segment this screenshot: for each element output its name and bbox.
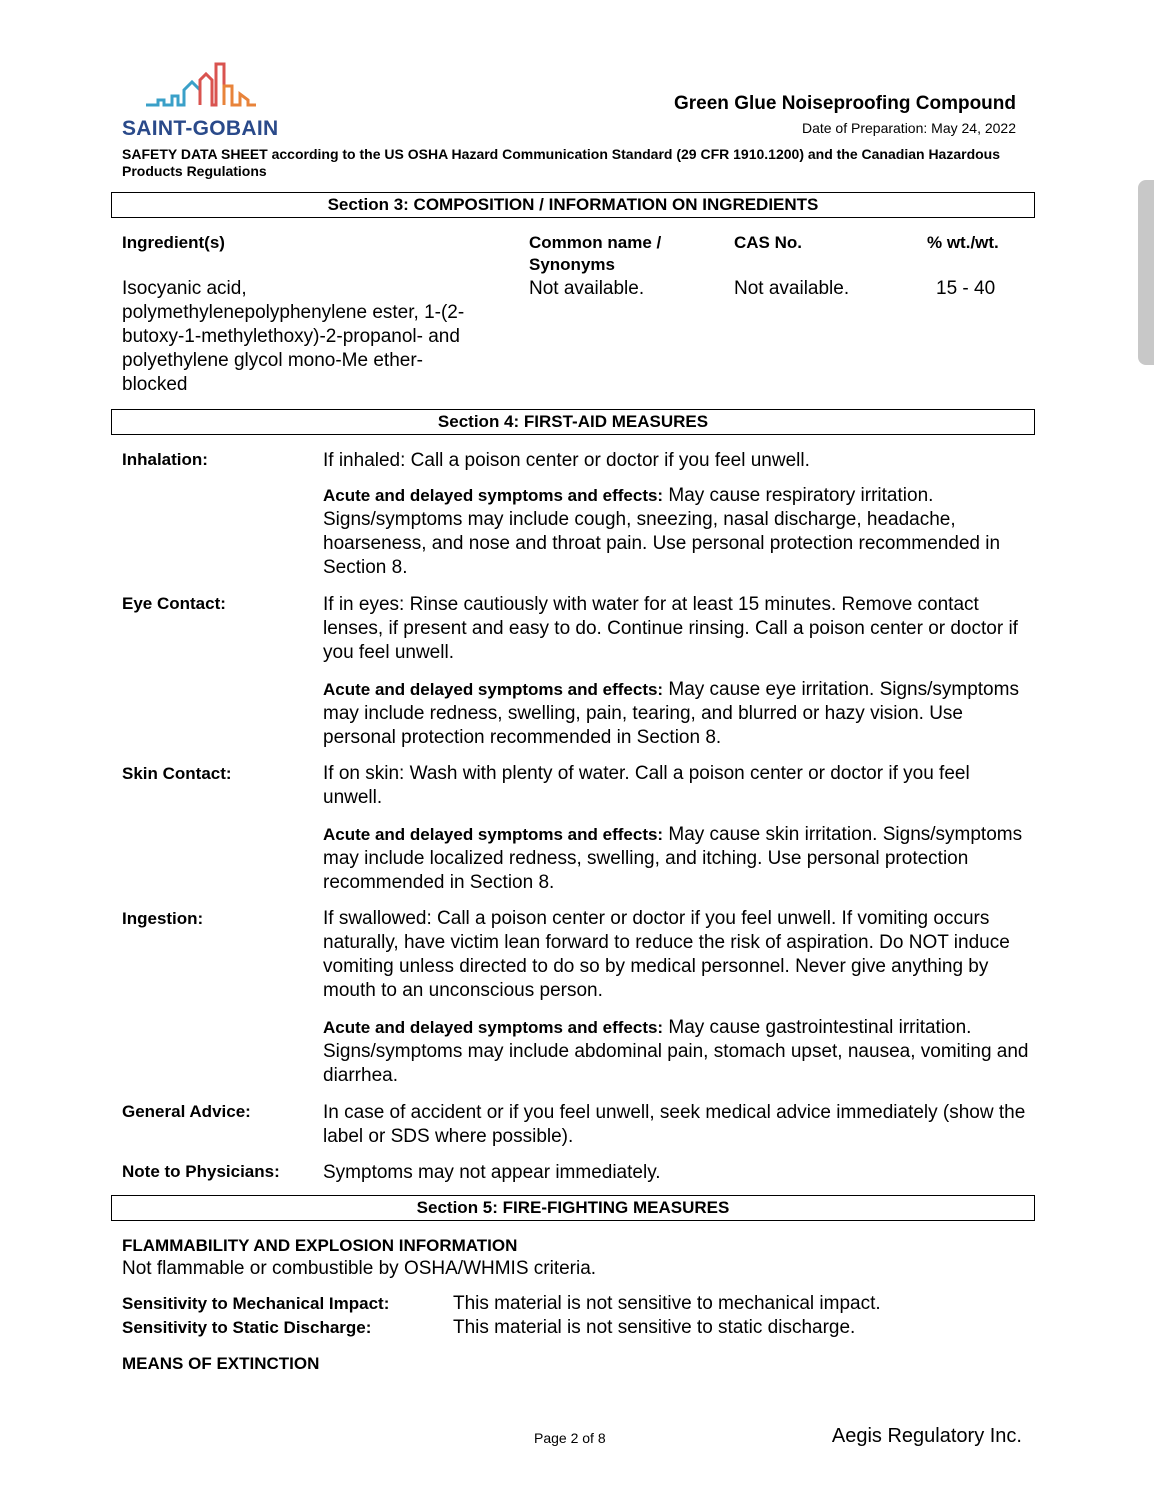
footer-company: Aegis Regulatory Inc. xyxy=(831,1425,1022,1447)
ingredient-line: blocked xyxy=(122,374,188,395)
symptoms-label: Acute and delayed symptoms and effects: xyxy=(323,825,664,844)
inhalation-label: Inhalation: xyxy=(122,450,208,469)
scrollbar-thumb[interactable] xyxy=(1138,180,1154,365)
skin-contact-label: Skin Contact: xyxy=(122,764,232,783)
symptoms-label: Acute and delayed symptoms and effects: xyxy=(323,680,664,699)
ingestion-label: Ingestion: xyxy=(122,909,204,928)
general-advice-text: In case of accident or if you feel unwell, seek medical advice immediately (show the label or SDS where possible). xyxy=(323,1102,1026,1147)
symptoms-label: Acute and delayed symptoms and effects: xyxy=(323,1018,664,1037)
sds-regulation-note: SAFETY DATA SHEET according to the US OSHA Hazard Communication Standard (29 CFR 1910.1200) and the Canadian Hazardous Products Regulations xyxy=(122,146,1001,179)
logo-text: SAINT-GOBAIN xyxy=(122,117,279,140)
section-3-header: Section 3: COMPOSITION / INFORMATION ON INGREDIENTS xyxy=(111,192,1035,218)
flammability-heading: FLAMMABILITY AND EXPLOSION INFORMATION xyxy=(122,1236,518,1255)
symptoms-label: Acute and delayed symptoms and effects: xyxy=(323,486,664,505)
section-5-header: Section 5: FIRE-FIGHTING MEASURES xyxy=(111,1195,1035,1221)
ingredient-wt: 15 - 40 xyxy=(936,278,996,299)
saint-gobain-logo xyxy=(122,60,322,140)
eye-contact-text: If in eyes: Rinse cautiously with water for at least 15 minutes. Remove contact lenses, if present and easy to do. Continue rinsing. Call a poison center or doctor if you feel unwell. xyxy=(323,594,1018,663)
static-discharge-label: Sensitivity to Static Discharge: xyxy=(122,1318,372,1337)
mechanical-impact-label: Sensitivity to Mechanical Impact: xyxy=(122,1294,390,1313)
skyline-logo-icon xyxy=(144,60,284,115)
product-title: Green Glue Noiseproofing Compound xyxy=(674,93,1016,114)
inhalation-text: If inhaled: Call a poison center or doctor if you feel unwell. xyxy=(323,450,810,471)
ingredient-cas: Not available. xyxy=(734,278,850,299)
column-header-ingredient: Ingredient(s) xyxy=(122,233,225,252)
eye-contact-symptoms: Acute and delayed symptoms and effects: May cause eye irritation. Signs/symptoms may include redness, swelling, pain, tearing, and blurred or hazy vision. Use personal protection recommended in Section 8. xyxy=(323,679,1019,748)
ingredient-line: butoxy-1-methylethoxy)-2-propanol- and xyxy=(122,326,460,347)
flammability-text: Not flammable or combustible by OSHA/WHMIS criteria. xyxy=(122,1258,597,1279)
ingredient-line: Isocyanic acid, xyxy=(122,278,247,299)
means-of-extinction-heading: MEANS OF EXTINCTION xyxy=(122,1354,320,1373)
ingestion-symptoms: Acute and delayed symptoms and effects: May cause gastrointestinal irritation. Signs/symptoms may include abdominal pain, stomach upset, nausea, vomiting and diarrhea. xyxy=(323,1017,1029,1086)
general-advice-label: General Advice: xyxy=(122,1102,251,1121)
ingestion-text: If swallowed: Call a poison center or doctor if you feel unwell. If vomiting occurs naturally, have victim lean forward to reduce the risk of aspiration. Do NOT induce vomiting unless directed to do so by medical personnel. Never give anything by mouth to an unconscious person. xyxy=(323,908,1010,1001)
preparation-date: Date of Preparation: May 24, 2022 xyxy=(801,120,1016,136)
ingredient-line: polymethylenepolyphenylene ester, 1-(2- xyxy=(122,302,465,323)
column-header-cas: CAS No. xyxy=(734,233,802,252)
ingredient-name xyxy=(122,277,522,397)
page-number: Page 2 of 8 xyxy=(534,1430,606,1446)
note-to-physicians-label: Note to Physicians: xyxy=(122,1162,280,1181)
skin-contact-symptoms: Acute and delayed symptoms and effects: May cause skin irritation. Signs/symptoms may include localized redness, swelling, and itching. Use personal protection recommended in Section 8. xyxy=(323,824,1023,893)
note-to-physicians-text: Symptoms may not appear immediately. xyxy=(323,1162,661,1183)
ingredient-line: polyethylene glycol mono-Me ether- xyxy=(122,350,423,371)
section-4-header: Section 4: FIRST-AID MEASURES xyxy=(111,409,1035,435)
column-header-wt: % wt./wt. xyxy=(927,233,999,252)
static-discharge-text: This material is not sensitive to static discharge. xyxy=(453,1317,856,1338)
inhalation-symptoms: Acute and delayed symptoms and effects: May cause respiratory irritation. Signs/symptoms may include cough, sneezing, nasal discharge, headache, hoarseness, and nose and throat pain. Use personal protection recommended in Section 8. xyxy=(323,485,1001,578)
eye-contact-label: Eye Contact: xyxy=(122,594,226,613)
ingredient-common-name: Not available. xyxy=(529,278,645,299)
column-header-common-name: Common name / Synonyms xyxy=(529,233,662,274)
skin-contact-text: If on skin: Wash with plenty of water. Call a poison center or doctor if you feel unwell. xyxy=(323,763,970,808)
mechanical-impact-text: This material is not sensitive to mechanical impact. xyxy=(453,1293,881,1314)
